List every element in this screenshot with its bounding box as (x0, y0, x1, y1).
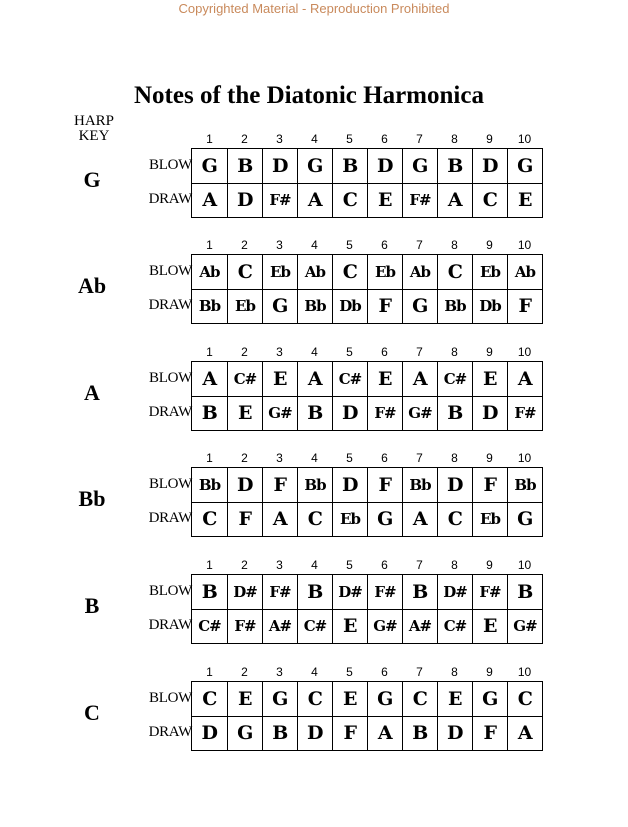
note-cell: D (472, 397, 507, 430)
draw-notes-row (192, 609, 542, 643)
note-cell: A (297, 184, 332, 217)
hole-number: 7 (416, 132, 423, 146)
hole-number: 9 (486, 238, 493, 252)
note-cell: Eb (332, 503, 367, 536)
note-cell: C (202, 688, 217, 710)
hole-number: 8 (451, 238, 458, 252)
hole-numbers (192, 665, 542, 679)
note-cell: Db (332, 290, 367, 323)
blow-notes-row (192, 575, 542, 609)
note-cell: C (402, 682, 437, 716)
blow-row-label: BLOW (149, 263, 192, 279)
note-cell: G# (262, 397, 297, 430)
note-cell: E (437, 682, 472, 716)
note-cell: C (332, 255, 367, 289)
note-cell: E (472, 610, 507, 643)
note-cell: G (402, 149, 437, 183)
note-cell: Bb (437, 290, 472, 323)
note-cell: Ab (507, 255, 542, 289)
hole-number: 1 (206, 132, 213, 146)
hole-number: 7 (416, 665, 423, 679)
hole-number: 2 (241, 132, 248, 146)
hole-numbers (192, 238, 542, 252)
hole-number: 2 (241, 451, 248, 465)
note-cell: D (297, 717, 332, 750)
note-cell: F# (507, 397, 542, 430)
hole-numbers (192, 132, 542, 146)
note-cell: F# (262, 184, 297, 217)
hole-number: 2 (241, 345, 248, 359)
notes-grid (191, 467, 543, 537)
note-cell: C# (297, 610, 332, 643)
key-table (0, 238, 628, 328)
hole-number: 7 (416, 345, 423, 359)
blow-notes-row (192, 149, 542, 183)
note-cell: E (367, 362, 402, 396)
hole-number: 9 (486, 132, 493, 146)
note-cell: E (227, 682, 262, 716)
hole-number: 5 (346, 665, 353, 679)
note-cell: F# (367, 397, 402, 430)
hole-number: 8 (451, 132, 458, 146)
note-cell: Ab (402, 255, 437, 289)
hole-number: 5 (346, 132, 353, 146)
note-cell: Eb (227, 290, 262, 323)
note-cell: A (437, 184, 472, 217)
notes-grid (191, 681, 543, 751)
page-title: Notes of the Diatonic Harmonica (134, 82, 484, 109)
note-cell: B (437, 397, 472, 430)
hole-number: 8 (451, 558, 458, 572)
note-cell: E (332, 610, 367, 643)
note-cell: B (297, 397, 332, 430)
hole-number: 2 (241, 665, 248, 679)
note-cell: D (262, 149, 297, 183)
note-cell: E (472, 362, 507, 396)
note-cell: C# (437, 362, 472, 396)
note-cell: A (367, 717, 402, 750)
draw-notes-row (192, 183, 542, 217)
harp-key-name: G (83, 167, 101, 192)
hole-numbers (192, 345, 542, 359)
hole-number: 10 (517, 132, 532, 146)
note-cell: A (297, 362, 332, 396)
harp-key-name: B (84, 593, 100, 618)
note-cell: D (437, 468, 472, 502)
note-cell: F# (472, 575, 507, 609)
note-cell: C (297, 682, 332, 716)
draw-row-label: DRAW (148, 297, 192, 313)
note-cell: D# (332, 575, 367, 609)
hole-number: 4 (311, 665, 318, 679)
note-cell: C (297, 503, 332, 536)
note-cell: B (402, 717, 437, 750)
note-cell: F (507, 290, 542, 323)
draw-notes-row (192, 716, 542, 750)
draw-notes-row (192, 396, 542, 430)
note-cell: A (507, 717, 542, 750)
note-cell: F (227, 503, 262, 536)
note-cell: C# (227, 362, 262, 396)
hole-number: 1 (206, 238, 213, 252)
draw-row-label: DRAW (148, 404, 192, 420)
note-cell: Bb (198, 297, 221, 316)
hole-number: 8 (451, 665, 458, 679)
note-cell: F (472, 468, 507, 502)
note-cell: B (402, 575, 437, 609)
note-cell: E (507, 184, 542, 217)
draw-row-label: DRAW (148, 724, 192, 740)
blow-row-label: BLOW (149, 476, 192, 492)
note-cell: Bb (297, 290, 332, 323)
hole-number: 3 (276, 665, 283, 679)
note-cell: G (472, 682, 507, 716)
hole-number: 3 (276, 558, 283, 572)
note-cell: B (507, 575, 542, 609)
note-cell: F (332, 717, 367, 750)
note-cell: G (507, 503, 542, 536)
hole-number: 2 (241, 238, 248, 252)
draw-notes-row (192, 502, 542, 536)
note-cell: D (472, 149, 507, 183)
hole-number: 4 (311, 132, 318, 146)
blow-row-label: BLOW (149, 370, 192, 386)
note-cell: C (472, 184, 507, 217)
hole-number: 1 (206, 665, 213, 679)
note-cell: C (437, 503, 472, 536)
note-cell: Bb (297, 468, 332, 502)
key-table (0, 665, 628, 755)
hole-number: 9 (486, 451, 493, 465)
hole-number: 5 (346, 238, 353, 252)
note-cell: Db (472, 290, 507, 323)
note-cell: F (472, 717, 507, 750)
hole-number: 3 (276, 238, 283, 252)
hole-number: 9 (486, 558, 493, 572)
harp-key-line-1: HARP (73, 113, 114, 129)
draw-row-label: DRAW (148, 510, 192, 526)
note-cell: G (262, 290, 297, 323)
note-cell: G (507, 149, 542, 183)
note-cell: F# (402, 184, 437, 217)
blow-notes-row (192, 682, 542, 716)
blow-notes-row (192, 362, 542, 396)
note-cell: G (201, 155, 218, 177)
note-cell: G# (402, 397, 437, 430)
hole-number: 8 (451, 451, 458, 465)
note-cell: Ab (199, 263, 220, 281)
hole-number: 10 (517, 558, 532, 572)
note-cell: F (367, 468, 402, 502)
key-table (0, 558, 628, 648)
note-cell: Bb (507, 468, 542, 502)
hole-number: 1 (206, 345, 213, 359)
note-cell: Bb (402, 468, 437, 502)
notes-grid (191, 574, 543, 644)
note-cell: A (507, 362, 542, 396)
note-cell: E (367, 184, 402, 217)
note-cell: G (262, 682, 297, 716)
note-cell: A (262, 503, 297, 536)
note-cell: C# (332, 362, 367, 396)
note-cell: A (202, 189, 217, 212)
hole-number: 6 (381, 451, 388, 465)
note-cell: B (297, 575, 332, 609)
note-cell: F# (227, 610, 262, 643)
hole-number: 2 (241, 558, 248, 572)
hole-number: 5 (346, 451, 353, 465)
note-cell: D (201, 722, 218, 745)
note-cell: D (227, 468, 262, 502)
note-cell: A (402, 503, 437, 536)
hole-number: 4 (311, 238, 318, 252)
note-cell: G (227, 717, 262, 750)
note-cell: F# (262, 575, 297, 609)
hole-number: 3 (276, 345, 283, 359)
blow-row-label: BLOW (149, 583, 192, 599)
notes-grid (191, 148, 543, 218)
note-cell: Eb (472, 503, 507, 536)
hole-number: 10 (517, 238, 532, 252)
note-cell: D (367, 149, 402, 183)
hole-numbers (192, 558, 542, 572)
note-cell: E (332, 682, 367, 716)
note-cell: C (227, 255, 262, 289)
note-cell: Bb (198, 476, 221, 494)
note-cell: D (227, 184, 262, 217)
blow-notes-row (192, 468, 542, 502)
hole-number: 1 (206, 558, 213, 572)
note-cell: F# (367, 575, 402, 609)
note-cell: C (332, 184, 367, 217)
note-cell: G# (367, 610, 402, 643)
hole-number: 10 (517, 665, 532, 679)
note-cell: B (437, 149, 472, 183)
note-cell: B (201, 402, 218, 425)
hole-number: 7 (416, 558, 423, 572)
hole-number: 8 (451, 345, 458, 359)
note-cell: G (402, 290, 437, 323)
note-cell: A (402, 362, 437, 396)
hole-number: 1 (206, 451, 213, 465)
hole-number: 6 (381, 558, 388, 572)
harp-key-name: Bb (78, 486, 106, 511)
draw-row-label: DRAW (148, 191, 192, 207)
note-cell: B (201, 581, 218, 603)
draw-notes-row (192, 289, 542, 323)
hole-number: 6 (381, 665, 388, 679)
blow-notes-row (192, 255, 542, 289)
note-cell: A# (402, 610, 437, 643)
hole-number: 9 (486, 345, 493, 359)
note-cell: C (437, 255, 472, 289)
hole-number: 3 (276, 451, 283, 465)
harp-key-name: C (84, 700, 100, 725)
hole-number: 7 (416, 238, 423, 252)
hole-number: 6 (381, 345, 388, 359)
note-cell: D# (437, 575, 472, 609)
note-cell: F (367, 290, 402, 323)
note-cell: D (437, 717, 472, 750)
harp-key-line-2: KEY (78, 128, 110, 144)
key-table (0, 345, 628, 435)
note-cell: G# (507, 610, 542, 643)
note-cell: A# (262, 610, 297, 643)
hole-number: 10 (517, 451, 532, 465)
hole-number: 6 (381, 132, 388, 146)
note-cell: B (227, 149, 262, 183)
note-cell: G (367, 503, 402, 536)
note-cell: Ab (297, 255, 332, 289)
note-cell: A (202, 368, 217, 390)
hole-number: 4 (311, 345, 318, 359)
note-cell: G (367, 682, 402, 716)
note-cell: Eb (367, 255, 402, 289)
note-cell: B (262, 717, 297, 750)
notes-grid (191, 254, 543, 324)
hole-number: 3 (276, 132, 283, 146)
note-cell: F (262, 468, 297, 502)
blow-row-label: BLOW (149, 157, 192, 173)
note-cell: Eb (262, 255, 297, 289)
key-table (0, 132, 628, 222)
draw-row-label: DRAW (148, 617, 192, 633)
hole-number: 5 (346, 558, 353, 572)
note-cell: C# (198, 617, 221, 636)
hole-number: 6 (381, 238, 388, 252)
note-cell: E (227, 397, 262, 430)
hole-number: 7 (416, 451, 423, 465)
hole-number: 10 (517, 345, 532, 359)
blow-row-label: BLOW (149, 690, 192, 706)
harp-key-name: Ab (77, 273, 107, 298)
notes-grid (191, 361, 543, 431)
note-cell: B (332, 149, 367, 183)
harp-key-name: A (84, 380, 100, 405)
note-cell: Eb (472, 255, 507, 289)
note-cell: E (262, 362, 297, 396)
note-cell: C (507, 682, 542, 716)
note-cell: D# (227, 575, 262, 609)
key-table (0, 451, 628, 541)
hole-number: 5 (346, 345, 353, 359)
copyright-watermark: Copyrighted Material - Reproduction Prohibited (178, 1, 450, 16)
note-cell: C (202, 508, 217, 531)
hole-number: 4 (311, 451, 318, 465)
note-cell: D (332, 397, 367, 430)
note-cell: G (297, 149, 332, 183)
hole-numbers (192, 451, 542, 465)
hole-number: 4 (311, 558, 318, 572)
note-cell: D (332, 468, 367, 502)
hole-number: 9 (486, 665, 493, 679)
note-cell: C# (437, 610, 472, 643)
